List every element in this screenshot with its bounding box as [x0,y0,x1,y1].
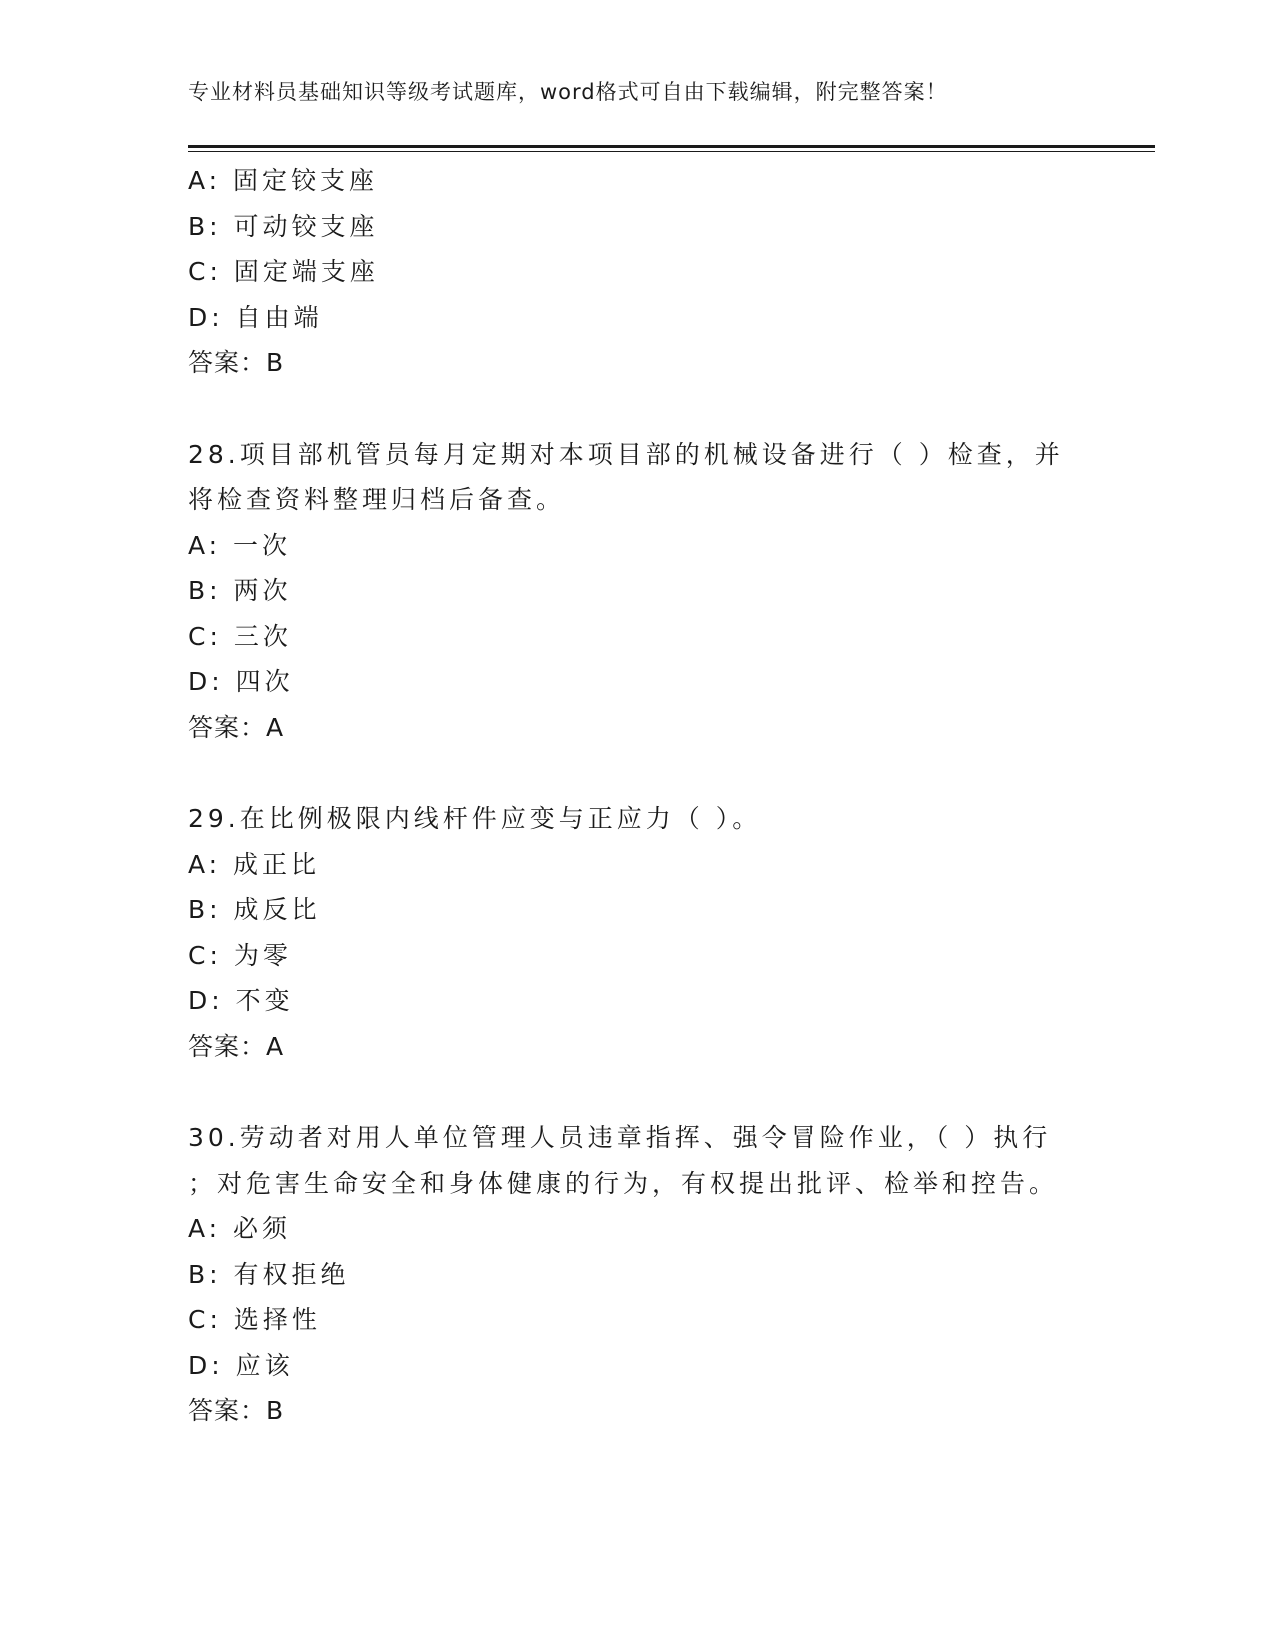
answer-line: 答案：A [188,1031,285,1061]
header-rule-thin [188,151,1155,152]
question-29 [188,796,1088,1069]
question-content [188,158,1088,1434]
header-rule-thick [188,145,1155,148]
question-stem: 28.项目部机管员每月定期对本项目部的机械设备进行（ ）检查，并 [188,439,1064,469]
question-30 [188,1115,1088,1434]
option-a: A: 一次 [188,530,292,560]
option-d: D: 不变 [188,986,294,1015]
question-27-remainder [188,158,1088,386]
option-c: C: 三次 [188,621,292,651]
option-a: A: 固定铰支座 [188,166,379,195]
option-c: C: 选择性 [188,1305,321,1334]
question-28 [188,432,1088,751]
option-d: D: 自由端 [188,302,323,332]
option-b: B: 有权拒绝 [188,1259,350,1289]
question-stem-continued: ；对危害生命安全和身体健康的行为，有权提出批评、检举和控告。 [188,1168,1059,1198]
option-a: A: 必须 [188,1214,292,1243]
option-a: A: 成正比 [188,849,321,879]
question-stem: 29.在比例极限内线杆件应变与正应力（ ）。 [188,804,762,833]
page-header: 专业材料员基础知识等级考试题库，word格式可自由下载编辑，附完整答案！ [188,80,948,104]
answer-line: 答案：A [188,712,285,742]
question-stem-continued: 将检查资料整理归档后备查。 [188,485,566,514]
answer-line: 答案：B [188,1396,285,1425]
option-d: D: 四次 [188,667,294,696]
option-c: C: 固定端支座 [188,257,379,286]
question-stem: 30.劳动者对用人单位管理人员违章指挥、强令冒险作业，（ ）执行 [188,1123,1052,1152]
option-c: C: 为零 [188,940,292,970]
option-b: B: 两次 [188,576,292,605]
answer-line: 答案：B [188,348,285,377]
option-b: B: 成反比 [188,895,321,924]
option-d: D: 应该 [188,1350,294,1380]
option-b: B: 可动铰支座 [188,211,379,241]
